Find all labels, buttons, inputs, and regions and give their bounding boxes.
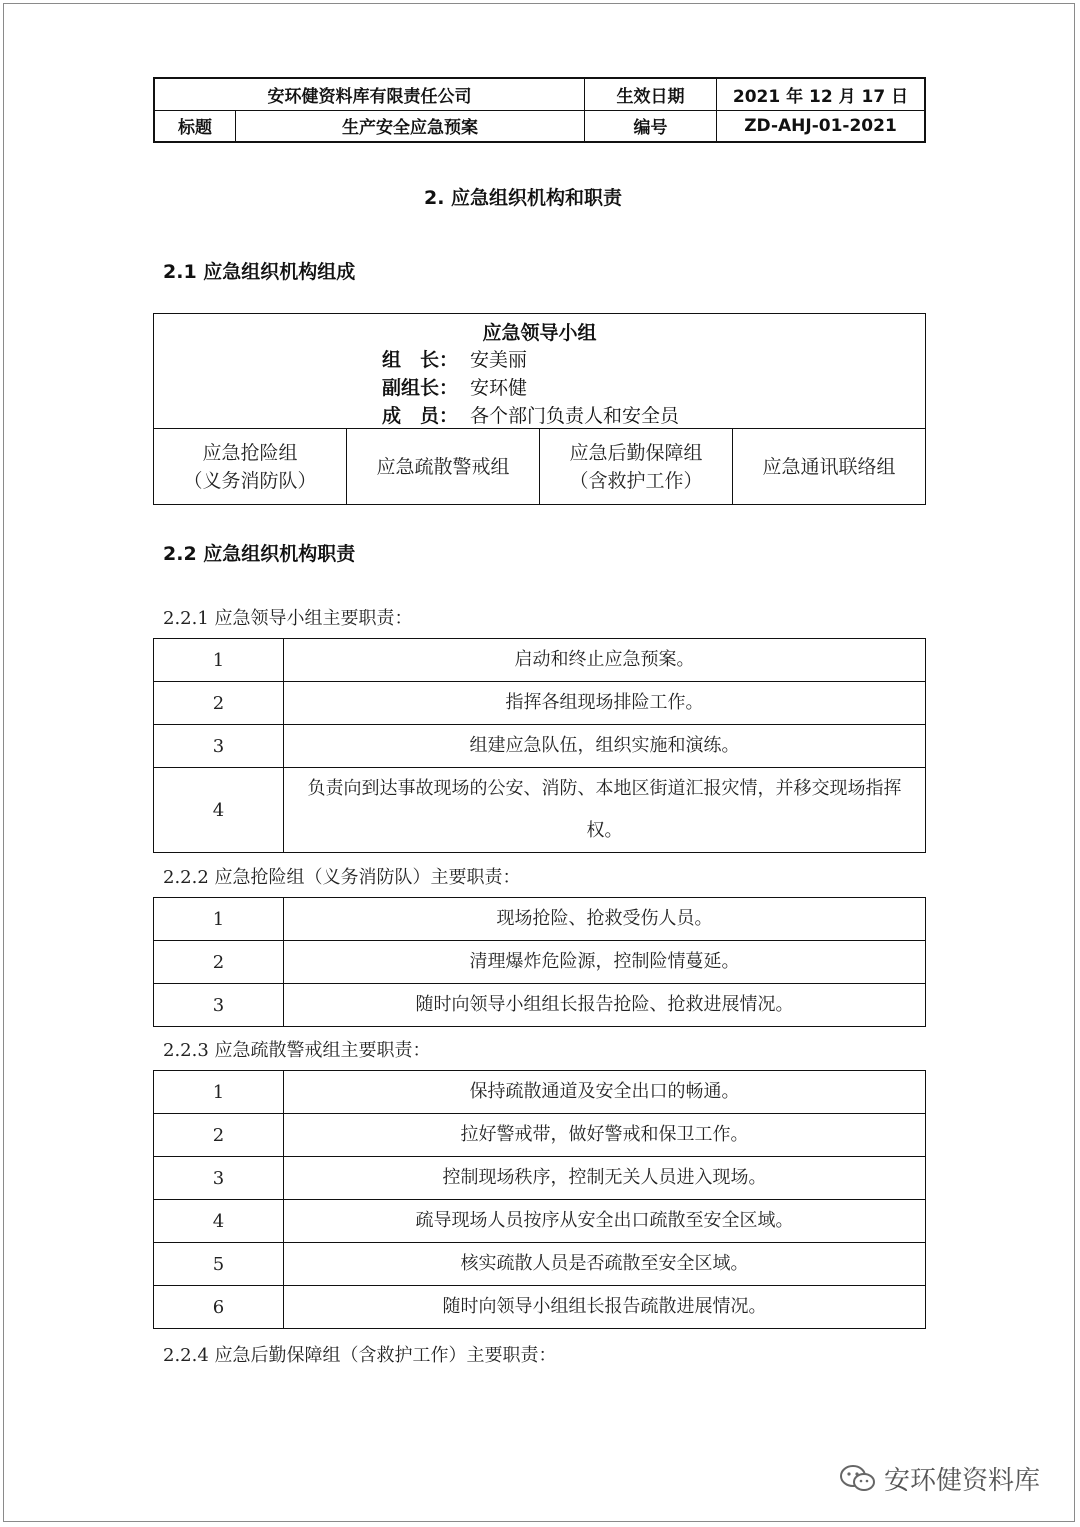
org-structure-chart xyxy=(153,313,926,505)
row-text: 控制现场秩序，控制无关人员进入现场。 xyxy=(284,1157,926,1200)
group-note: （含救护工作） xyxy=(569,470,703,492)
table-3-title: 2.2.3 应急疏散警戒组主要职责： xyxy=(163,1040,431,1061)
row-text: 疏导现场人员按序从安全出口疏散至安全区域。 xyxy=(284,1200,926,1243)
table-1-title: 2.2.1 应急领导小组主要职责： xyxy=(163,608,413,629)
row-number: 4 xyxy=(154,768,284,853)
group-logistics xyxy=(540,429,733,505)
section-2-2-heading: 2.2 应急组织机构职责 xyxy=(163,543,356,565)
row-number: 1 xyxy=(154,1071,284,1114)
company-name: 安环健资料库有限责任公司 xyxy=(154,78,585,110)
row-number: 3 xyxy=(154,725,284,768)
watermark-text: 安环健资料库 xyxy=(884,1466,1041,1496)
row-number: 2 xyxy=(154,941,284,984)
table-row xyxy=(154,1114,926,1157)
row-text: 随时向领导小组组长报告抢险、抢救进展情况。 xyxy=(284,984,926,1027)
table-row xyxy=(154,941,926,984)
row-text: 现场抢险、抢救受伤人员。 xyxy=(284,898,926,941)
wechat-icon xyxy=(838,1463,878,1495)
title-value: 生产安全应急预案 xyxy=(236,110,585,142)
row-text: 随时向领导小组组长报告疏散进展情况。 xyxy=(284,1286,926,1329)
org-groups-row xyxy=(154,429,925,505)
member-label: 成 员： xyxy=(382,405,459,427)
group-rescue xyxy=(154,429,347,505)
code-value: ZD-AHJ-01-2021 xyxy=(717,110,926,142)
row-text: 负责向到达事故现场的公安、消防、本地区街道汇报灾情，并移交现场指挥权。 xyxy=(284,768,926,853)
table-row xyxy=(154,1200,926,1243)
table-4-title: 2.2.4 应急后勤保障组（含救护工作）主要职责： xyxy=(163,1345,557,1366)
group-evacuation xyxy=(347,429,540,505)
rescue-duties-table xyxy=(153,897,926,1027)
row-number: 1 xyxy=(154,639,284,682)
deputy-line xyxy=(382,373,527,400)
leader-duties-table xyxy=(153,638,926,853)
group-name: 应急疏散警戒组 xyxy=(376,456,510,478)
row-text: 核实疏散人员是否疏散至安全区域。 xyxy=(284,1243,926,1286)
wechat-watermark xyxy=(838,1460,1040,1497)
row-number: 6 xyxy=(154,1286,284,1329)
row-text: 启动和终止应急预案。 xyxy=(284,639,926,682)
effective-date-label: 生效日期 xyxy=(585,78,717,110)
table-row xyxy=(154,768,926,853)
row-number: 4 xyxy=(154,1200,284,1243)
table-2-title: 2.2.2 应急抢险组（义务消防队）主要职责： xyxy=(163,867,521,888)
table-row xyxy=(154,1286,926,1329)
table-row xyxy=(154,1157,926,1200)
row-text: 指挥各组现场排险工作。 xyxy=(284,682,926,725)
table-row xyxy=(154,898,926,941)
row-number: 1 xyxy=(154,898,284,941)
leader-group-title: 应急领导小组 xyxy=(482,322,597,344)
leader-line xyxy=(382,345,527,372)
evacuation-duties-table xyxy=(153,1070,926,1329)
row-text: 保持疏散通道及安全出口的畅通。 xyxy=(284,1071,926,1114)
table-row xyxy=(154,1243,926,1286)
row-text: 拉好警戒带，做好警戒和保卫工作。 xyxy=(284,1114,926,1157)
leader-value: 安美丽 xyxy=(470,349,528,371)
member-line xyxy=(382,401,679,428)
row-text: 清理爆炸危险源，控制险情蔓延。 xyxy=(284,941,926,984)
row-text: 组建应急队伍，组织实施和演练。 xyxy=(284,725,926,768)
row-number: 3 xyxy=(154,984,284,1027)
deputy-label: 副组长： xyxy=(382,377,459,399)
code-label: 编号 xyxy=(585,110,717,142)
section-2-1-heading: 2.1 应急组织机构组成 xyxy=(163,261,356,283)
table-row xyxy=(154,682,926,725)
row-number: 3 xyxy=(154,1157,284,1200)
table-row xyxy=(154,725,926,768)
effective-date-value: 2021 年 12 月 17 日 xyxy=(717,78,926,110)
deputy-value: 安环健 xyxy=(470,377,528,399)
group-name: 应急抢险组 xyxy=(202,442,298,464)
table-row xyxy=(154,639,926,682)
document-header-table xyxy=(153,77,926,143)
group-name: 应急后勤保障组 xyxy=(569,442,703,464)
group-name: 应急通讯联络组 xyxy=(762,456,896,478)
table-row xyxy=(154,984,926,1027)
group-note: （义务消防队） xyxy=(183,470,317,492)
title-label: 标题 xyxy=(154,110,236,142)
leader-group-box xyxy=(154,314,925,429)
row-number: 2 xyxy=(154,682,284,725)
table-row xyxy=(154,1071,926,1114)
leader-label: 组 长： xyxy=(382,349,459,371)
group-communication xyxy=(733,429,925,505)
row-number: 5 xyxy=(154,1243,284,1286)
section-title: 2. 应急组织机构和职责 xyxy=(424,187,623,209)
row-number: 2 xyxy=(154,1114,284,1157)
member-value: 各个部门负责人和安全员 xyxy=(470,405,680,427)
